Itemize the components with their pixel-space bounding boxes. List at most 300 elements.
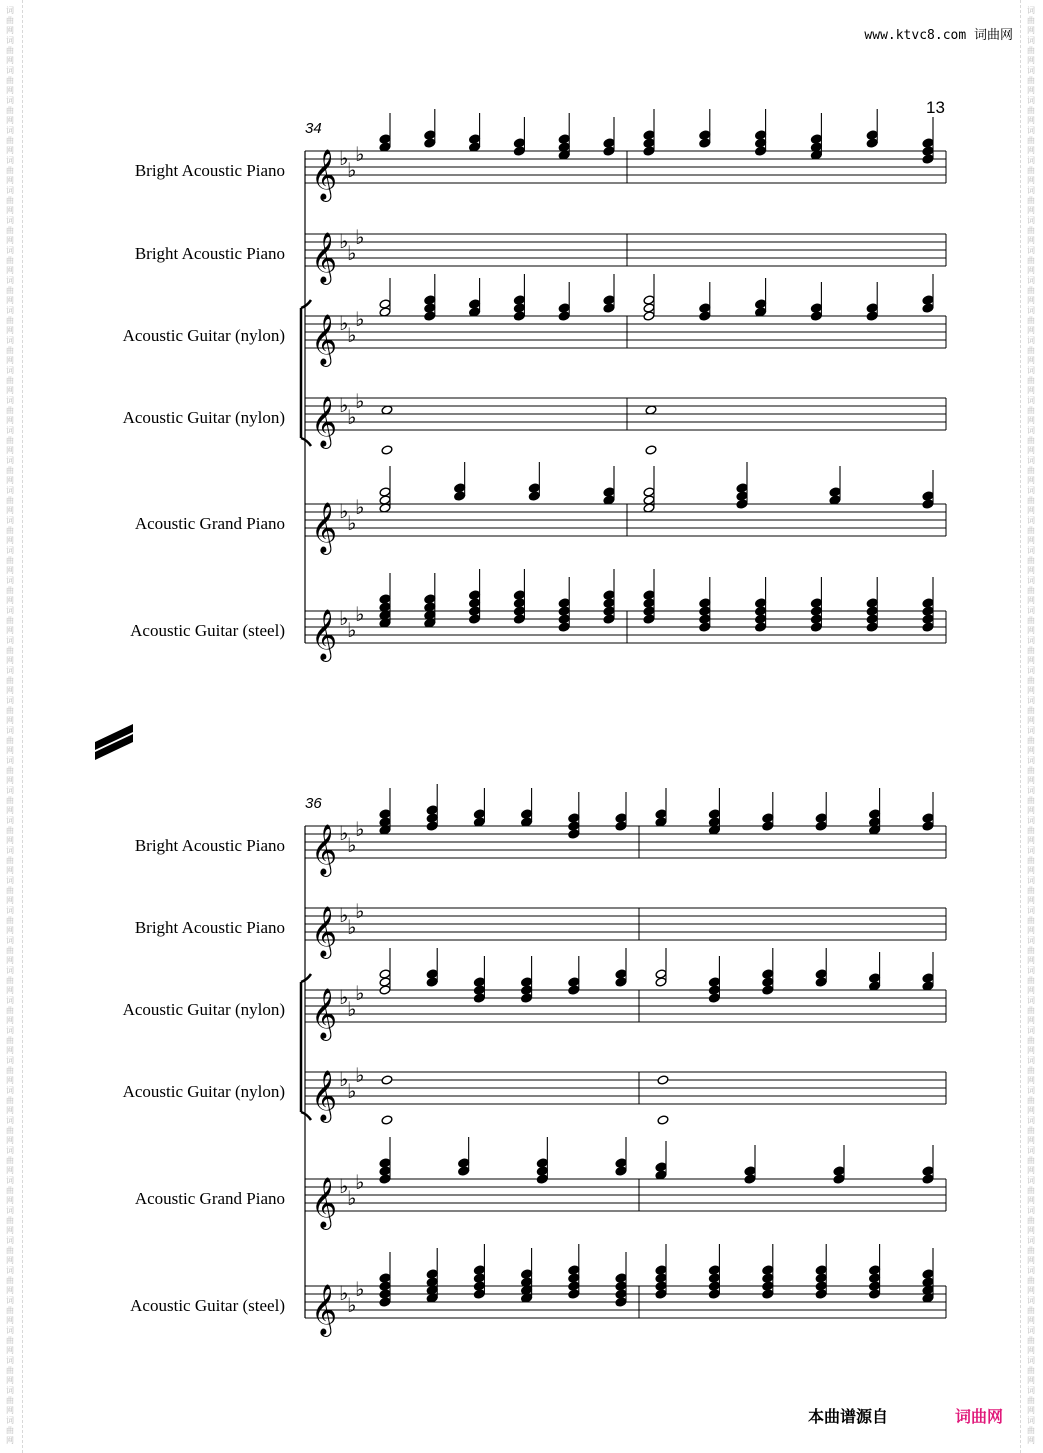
notehead [922, 499, 934, 509]
watermark-glyph: 网 [6, 236, 14, 245]
watermark-glyph: 曲 [6, 736, 14, 745]
watermark-glyph: 网 [6, 596, 14, 605]
notehead [558, 614, 570, 624]
notehead [744, 1166, 756, 1176]
watermark-glyph: 网 [1027, 1346, 1035, 1355]
watermark-glyph: 词 [6, 1266, 14, 1275]
watermark-glyph: 网 [1027, 536, 1035, 545]
notehead [736, 491, 748, 501]
treble-clef-icon: 𝄞 [311, 502, 338, 553]
watermark-glyph: 词 [6, 276, 14, 285]
watermark-glyph: 曲 [6, 346, 14, 355]
watermark-glyph: 词 [6, 1176, 14, 1185]
notehead [379, 134, 391, 144]
watermark-glyph: 曲 [6, 1306, 14, 1315]
notehead [568, 829, 580, 839]
notehead [521, 985, 533, 995]
notehead [458, 1166, 470, 1176]
watermark-glyph: 网 [1027, 806, 1035, 815]
notehead [736, 483, 748, 493]
flat-sign-icon: ♭ [347, 158, 357, 182]
watermark-glyph: 曲 [6, 1096, 14, 1105]
notehead [603, 590, 615, 600]
notehead [869, 1273, 881, 1283]
instrument-label: Bright Acoustic Piano [134, 161, 285, 180]
watermark-glyph: 网 [6, 1346, 14, 1355]
measure-number-system-2: 36 [305, 795, 322, 812]
notehead [615, 977, 627, 987]
notehead [615, 969, 627, 979]
watermark-glyph: 网 [1027, 386, 1035, 395]
watermark-glyph: 曲 [6, 106, 14, 115]
notehead [810, 606, 822, 616]
watermark-glyph: 词 [6, 1206, 14, 1215]
notehead [762, 1265, 774, 1275]
notehead [699, 130, 711, 140]
watermark-glyph: 网 [6, 506, 14, 515]
flat-sign-icon: ♭ [355, 389, 365, 413]
flat-sign-icon: ♭ [347, 405, 357, 429]
notehead [755, 622, 767, 632]
notehead [657, 1075, 669, 1085]
notehead [424, 295, 436, 305]
notehead [379, 1281, 391, 1291]
watermark-glyph: 曲 [1027, 1006, 1035, 1015]
notehead [603, 614, 615, 624]
watermark-glyph: 网 [1027, 1196, 1035, 1205]
flat-sign-icon: ♭ [339, 903, 349, 927]
watermark-glyph: 曲 [6, 1246, 14, 1255]
notehead [615, 1281, 627, 1291]
notehead [643, 598, 655, 608]
notehead [558, 606, 570, 616]
watermark-glyph: 词 [1027, 576, 1035, 585]
watermark-glyph: 词 [1027, 1386, 1035, 1395]
notehead [866, 606, 878, 616]
watermark-glyph: 网 [6, 1286, 14, 1295]
watermark-glyph: 曲 [6, 1336, 14, 1345]
notehead [521, 809, 533, 819]
watermark-glyph: 词 [1027, 426, 1035, 435]
notehead [866, 622, 878, 632]
notehead [469, 299, 481, 309]
flat-sign-icon: ♭ [347, 915, 357, 939]
watermark-glyph: 词 [1027, 366, 1035, 375]
notehead [558, 311, 570, 321]
watermark-glyph: 曲 [1027, 316, 1035, 325]
flat-sign-icon: ♭ [355, 981, 365, 1005]
watermark-glyph: 曲 [1027, 436, 1035, 445]
flat-sign-icon: ♭ [355, 307, 365, 331]
watermark-glyph: 词 [6, 366, 14, 375]
watermark-glyph: 曲 [1027, 286, 1035, 295]
watermark-glyph: 曲 [1027, 976, 1035, 985]
watermark-glyph: 词 [1027, 96, 1035, 105]
notehead [869, 1289, 881, 1299]
watermark-glyph: 网 [1027, 1076, 1035, 1085]
notehead [379, 1174, 391, 1184]
watermark-glyph: 词 [6, 966, 14, 975]
watermark-glyph: 网 [1027, 506, 1035, 515]
notehead [473, 1265, 485, 1275]
notehead [869, 1265, 881, 1275]
notehead [810, 614, 822, 624]
flat-sign-icon: ♭ [355, 817, 365, 841]
watermark-glyph: 曲 [6, 406, 14, 415]
watermark-glyph: 曲 [6, 646, 14, 655]
watermark-glyph: 网 [6, 176, 14, 185]
notehead [708, 1273, 720, 1283]
flat-sign-icon: ♭ [339, 821, 349, 845]
notehead [762, 977, 774, 987]
watermark-glyph: 网 [6, 1166, 14, 1175]
notehead [922, 606, 934, 616]
notehead [558, 134, 570, 144]
instrument-label: Bright Acoustic Piano [134, 244, 285, 263]
notehead [922, 1269, 934, 1279]
watermark-glyph: 词 [6, 816, 14, 825]
notehead [426, 805, 438, 815]
watermark-glyph: 曲 [6, 616, 14, 625]
watermark-glyph: 曲 [1027, 1096, 1035, 1105]
watermark-glyph: 曲 [1027, 526, 1035, 535]
watermark-glyph: 网 [6, 1196, 14, 1205]
flat-sign-icon: ♭ [355, 899, 365, 923]
notehead [755, 606, 767, 616]
watermark-glyph: 曲 [1027, 1216, 1035, 1225]
watermark-glyph: 曲 [6, 886, 14, 895]
notehead [426, 969, 438, 979]
notehead [643, 606, 655, 616]
notehead [755, 598, 767, 608]
notehead [615, 1166, 627, 1176]
watermark-glyph: 网 [6, 386, 14, 395]
notehead [708, 993, 720, 1003]
watermark-glyph: 曲 [6, 1276, 14, 1285]
watermark-glyph: 网 [1027, 1256, 1035, 1265]
notehead [866, 303, 878, 313]
watermark-glyph: 曲 [1027, 376, 1035, 385]
watermark-glyph: 词 [1027, 276, 1035, 285]
watermark-glyph: 曲 [1027, 556, 1035, 565]
watermark-glyph: 网 [6, 746, 14, 755]
flat-sign-icon: ♭ [339, 311, 349, 335]
notehead [866, 614, 878, 624]
watermark-glyph: 曲 [1027, 886, 1035, 895]
notehead [869, 809, 881, 819]
notehead [755, 130, 767, 140]
watermark-glyph: 网 [1027, 1436, 1035, 1445]
watermark-glyph: 曲 [6, 1036, 14, 1045]
watermark-glyph: 词 [1027, 1326, 1035, 1335]
watermark-glyph: 网 [6, 26, 14, 35]
notehead [603, 295, 615, 305]
flat-sign-icon: ♭ [355, 1170, 365, 1194]
notehead [815, 1273, 827, 1283]
notehead [815, 1265, 827, 1275]
notehead [469, 614, 481, 624]
notehead [568, 977, 580, 987]
notehead [708, 985, 720, 995]
treble-clef-icon: 𝄞 [311, 906, 338, 957]
footer-brand-link[interactable]: 词曲网 [955, 1407, 1004, 1426]
measure-number-system-1: 34 [305, 120, 322, 137]
watermark-glyph: 网 [1027, 1376, 1035, 1385]
watermark-glyph: 词 [6, 1056, 14, 1065]
notehead [536, 1174, 548, 1184]
watermark-glyph: 网 [1027, 326, 1035, 335]
notehead [568, 1273, 580, 1283]
watermark-glyph: 网 [6, 536, 14, 545]
watermark-glyph: 词 [6, 696, 14, 705]
notehead [381, 445, 393, 455]
notehead [922, 491, 934, 501]
watermark-glyph: 词 [6, 1116, 14, 1125]
watermark-glyph: 曲 [6, 76, 14, 85]
watermark-glyph: 曲 [6, 46, 14, 55]
notehead [426, 821, 438, 831]
notehead [513, 295, 525, 305]
watermark-glyph: 网 [6, 56, 14, 65]
watermark-glyph: 曲 [6, 436, 14, 445]
flat-sign-icon: ♭ [355, 225, 365, 249]
watermark-glyph: 网 [1027, 566, 1035, 575]
notehead [379, 969, 391, 979]
notehead [866, 598, 878, 608]
watermark-glyph: 网 [6, 926, 14, 935]
notehead [473, 1281, 485, 1291]
watermark-glyph: 词 [1027, 1206, 1035, 1215]
instrument-label: Acoustic Guitar (nylon) [122, 326, 285, 345]
watermark-glyph: 曲 [1027, 1186, 1035, 1195]
flat-sign-icon: ♭ [355, 602, 365, 626]
notehead [922, 813, 934, 823]
notehead [699, 598, 711, 608]
treble-clef-icon: 𝄞 [311, 396, 338, 447]
watermark-glyph: 词 [1027, 996, 1035, 1005]
watermark-glyph: 网 [1027, 206, 1035, 215]
flat-sign-icon: ♭ [347, 618, 357, 642]
watermark-glyph: 网 [6, 266, 14, 275]
watermark-glyph: 词 [6, 1326, 14, 1335]
watermark-glyph: 曲 [1027, 1306, 1035, 1315]
notehead [655, 1162, 667, 1172]
notehead [603, 303, 615, 313]
watermark-glyph: 词 [6, 666, 14, 675]
watermark-glyph: 网 [1027, 746, 1035, 755]
watermark-glyph: 网 [1027, 236, 1035, 245]
watermark-glyph: 曲 [6, 1156, 14, 1165]
watermark-glyph: 曲 [6, 556, 14, 565]
watermark-glyph: 网 [1027, 866, 1035, 875]
watermark-glyph: 词 [6, 876, 14, 885]
notehead [655, 809, 667, 819]
watermark-glyph: 网 [6, 896, 14, 905]
watermark-glyph: 曲 [1027, 1396, 1035, 1405]
notehead [708, 1289, 720, 1299]
watermark-glyph: 网 [1027, 56, 1035, 65]
watermark-glyph: 词 [1027, 66, 1035, 75]
notehead [469, 606, 481, 616]
watermark-glyph: 词 [1027, 1146, 1035, 1155]
watermark-glyph: 网 [1027, 686, 1035, 695]
notehead [424, 130, 436, 140]
watermark-glyph: 网 [1027, 896, 1035, 905]
watermark-glyph: 词 [1027, 786, 1035, 795]
notehead [922, 154, 934, 164]
watermark-glyph: 网 [6, 626, 14, 635]
notehead [922, 821, 934, 831]
treble-clef-icon: 𝄞 [311, 1177, 338, 1228]
watermark-glyph: 词 [6, 786, 14, 795]
staff-bracket [301, 300, 311, 446]
watermark-glyph: 曲 [6, 1066, 14, 1075]
notehead [528, 491, 540, 501]
flat-sign-icon: ♭ [347, 1079, 357, 1103]
watermark-glyph: 曲 [1027, 496, 1035, 505]
watermark-glyph: 词 [1027, 36, 1035, 45]
treble-clef-icon: 𝄞 [311, 988, 338, 1039]
watermark-glyph: 网 [1027, 626, 1035, 635]
watermark-glyph: 网 [1027, 1016, 1035, 1025]
treble-clef-icon: 𝄞 [311, 232, 338, 283]
flat-sign-icon: ♭ [339, 1067, 349, 1091]
watermark-glyph: 曲 [6, 376, 14, 385]
notehead [815, 1281, 827, 1291]
flat-sign-icon: ♭ [355, 495, 365, 519]
notehead [815, 969, 827, 979]
notehead [473, 993, 485, 1003]
watermark-glyph: 网 [1027, 1136, 1035, 1145]
notehead [866, 130, 878, 140]
watermark-glyph: 词 [1027, 606, 1035, 615]
flat-sign-icon: ♭ [347, 833, 357, 857]
page-number: 13 [926, 98, 945, 117]
notehead [762, 1281, 774, 1291]
notehead [615, 1158, 627, 1168]
watermark-glyph: 词 [1027, 1086, 1035, 1095]
watermark-glyph: 网 [1027, 836, 1035, 845]
watermark-glyph: 词 [6, 1416, 14, 1425]
watermark-glyph: 网 [6, 416, 14, 425]
instrument-label: Acoustic Guitar (nylon) [122, 408, 285, 427]
notehead [603, 598, 615, 608]
watermark-glyph: 网 [6, 296, 14, 305]
watermark-glyph: 词 [6, 456, 14, 465]
watermark-glyph: 词 [1027, 966, 1035, 975]
watermark-glyph: 曲 [6, 706, 14, 715]
notehead [615, 813, 627, 823]
notehead [424, 311, 436, 321]
watermark-glyph: 曲 [6, 256, 14, 265]
notehead [810, 303, 822, 313]
watermark-glyph: 曲 [6, 166, 14, 175]
notehead [615, 821, 627, 831]
watermark-glyph: 词 [1027, 906, 1035, 915]
watermark-glyph: 网 [6, 1256, 14, 1265]
notehead [922, 138, 934, 148]
flat-sign-icon: ♭ [339, 146, 349, 170]
watermark-glyph: 曲 [6, 1186, 14, 1195]
watermark-glyph: 词 [6, 1386, 14, 1395]
instrument-label: Acoustic Grand Piano [134, 514, 285, 533]
notehead [708, 809, 720, 819]
watermark-glyph: 词 [6, 576, 14, 585]
watermark-glyph: 网 [1027, 296, 1035, 305]
notehead [762, 1289, 774, 1299]
header-site-link[interactable]: www.ktvc8.com 词曲网 [864, 28, 1013, 43]
notehead [528, 483, 540, 493]
watermark-glyph: 曲 [6, 796, 14, 805]
watermark-glyph: 网 [6, 326, 14, 335]
watermark-glyph: 词 [1027, 156, 1035, 165]
watermark-glyph: 词 [1027, 486, 1035, 495]
watermark-glyph: 网 [1027, 416, 1035, 425]
watermark-glyph: 曲 [6, 16, 14, 25]
notehead [833, 1166, 845, 1176]
watermark-glyph: 词 [1027, 1236, 1035, 1245]
flat-sign-icon: ♭ [339, 1281, 349, 1305]
notehead [810, 598, 822, 608]
instrument-label: Bright Acoustic Piano [134, 918, 285, 937]
instrument-label: Acoustic Guitar (nylon) [122, 1000, 285, 1019]
watermark-glyph: 网 [1027, 266, 1035, 275]
watermark-glyph: 词 [6, 156, 14, 165]
watermark-glyph: 词 [1027, 756, 1035, 765]
watermark-glyph: 词 [6, 396, 14, 405]
notehead [615, 1289, 627, 1299]
notehead [379, 977, 391, 987]
watermark-glyph: 词 [6, 1356, 14, 1365]
notehead [833, 1174, 845, 1184]
watermark-glyph: 网 [1027, 176, 1035, 185]
notehead [424, 303, 436, 313]
flat-sign-icon: ♭ [347, 323, 357, 347]
notehead [426, 1269, 438, 1279]
watermark-glyph: 词 [6, 636, 14, 645]
watermark-glyph: 曲 [1027, 1336, 1035, 1345]
notehead [458, 1158, 470, 1168]
notehead [379, 809, 391, 819]
watermark-glyph: 词 [1027, 1356, 1035, 1365]
watermark-glyph: 词 [6, 546, 14, 555]
notehead [762, 821, 774, 831]
watermark-glyph: 曲 [1027, 1366, 1035, 1375]
watermark-glyph: 曲 [1027, 16, 1035, 25]
watermark-glyph: 词 [6, 486, 14, 495]
notehead [558, 598, 570, 608]
watermark-glyph: 网 [6, 716, 14, 725]
treble-clef-icon: 𝄞 [311, 609, 338, 660]
watermark-glyph: 网 [6, 1226, 14, 1235]
notehead [568, 813, 580, 823]
watermark-glyph: 词 [1027, 216, 1035, 225]
staff-bracket [301, 974, 311, 1120]
notehead [513, 303, 525, 313]
notehead [521, 993, 533, 1003]
watermark-glyph: 网 [1027, 86, 1035, 95]
watermark-glyph: 曲 [1027, 76, 1035, 85]
notehead [473, 809, 485, 819]
watermark-glyph: 网 [6, 866, 14, 875]
watermark-glyph: 曲 [6, 916, 14, 925]
notehead [699, 614, 711, 624]
watermark-glyph: 网 [1027, 356, 1035, 365]
watermark-glyph: 网 [6, 1316, 14, 1325]
notehead [536, 1158, 548, 1168]
notehead [815, 1289, 827, 1299]
watermark-glyph: 曲 [6, 586, 14, 595]
